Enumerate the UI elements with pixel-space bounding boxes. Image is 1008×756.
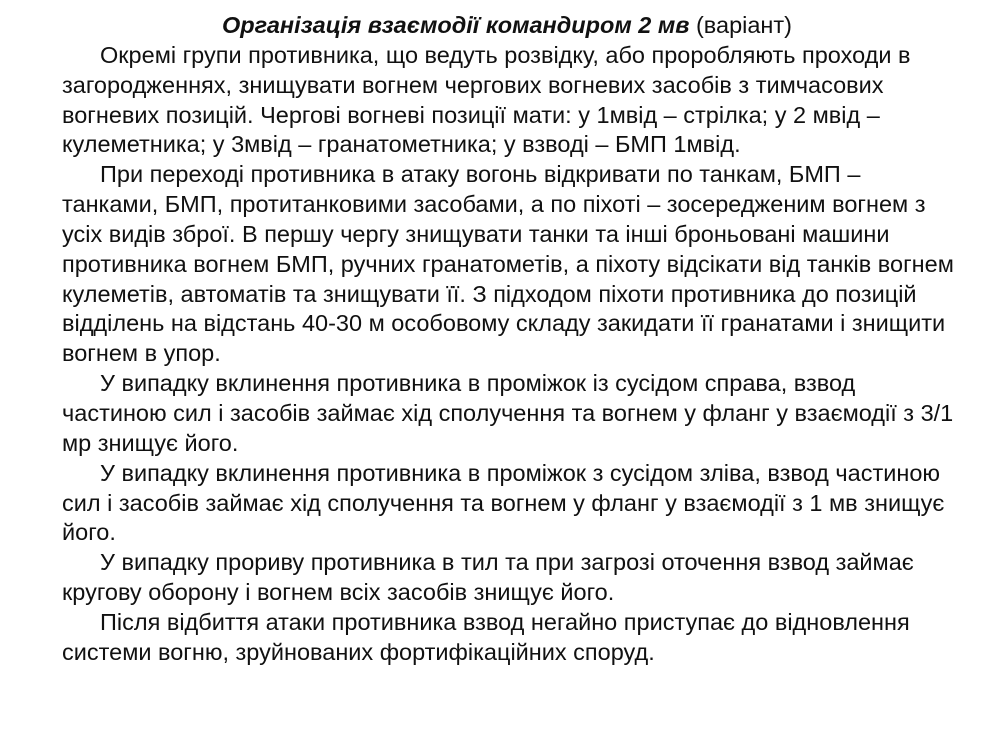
paragraph-rear-breakthrough: У випадку прориву противника в тил та при загрозі оточення взвод займає кругову оборону і вогнем всіх засобів знищує його. bbox=[62, 549, 914, 606]
title-suffix: (варіант) bbox=[695, 12, 792, 38]
document-title bbox=[62, 11, 958, 41]
paragraph-left-wedge: У випадку вклинення противника в проміжок з сусідом зліва, взвод частиною сил і засобів займає хід сполучення та вогнем у фланг у взаємодії з 1 мв знищує його. bbox=[62, 459, 945, 546]
paragraph-attack-response: При переході противника в атаку вогонь відкривати по танкам, БМП – танками, БМП, протитанковими засобами, а по піхоті – зосередженим вогнем з усіх видів зброї. В першу чергу знищувати танки та інші броньовані машини противника вогнем БМП, ручних гранатометів, а піхоту відсікати від танків вогнем кулеметів, автоматів та знищувати її. З підходом піхоти противника до позицій відділень на відстань 40-30 м особовому складу закидати її гранатами і знищити вогнем в упор. bbox=[62, 161, 954, 367]
paragraph-restoration: Після відбиття атаки противника взвод негайно приступає до відновлення системи вогню, зруйнованих фортифікаційних споруд. bbox=[62, 608, 910, 665]
title-main: Організація взаємодії командиром 2 мв bbox=[222, 12, 690, 38]
document-slide bbox=[62, 11, 958, 668]
paragraph-right-wedge: У випадку вклинення противника в проміжок із сусідом справа, взвод частиною сил і засобів займає хід сполучення та вогнем у фланг у взаємодії з 3/1 мр знищує його. bbox=[62, 370, 954, 456]
paragraph-reconnaissance: Окремі групи противника, що ведуть розвідку, або проробляють проходи в загородженнях, знищувати вогнем чергових вогневих засобів з тимчасових вогневих позицій. Чергові вогневі позиції мати: у 1мвід – стрілка; у 2 мвід – кулеметника; у 3мвід – гранатометника; у взводі – БМП 1мвід. bbox=[62, 41, 911, 158]
